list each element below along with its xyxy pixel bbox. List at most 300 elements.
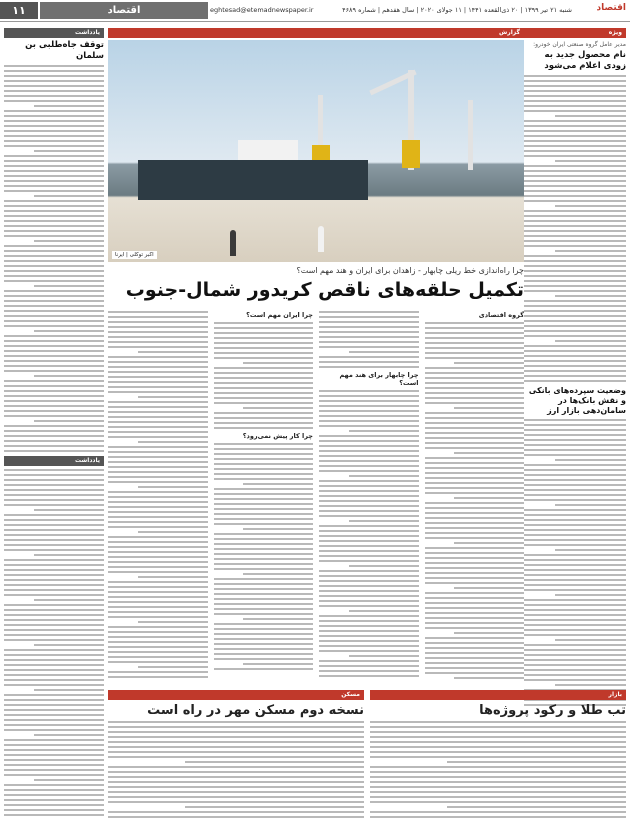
- text-line: [4, 275, 104, 277]
- text-line: [425, 547, 525, 549]
- text-line: [4, 310, 104, 312]
- text-line: [319, 545, 419, 547]
- text-line: [425, 617, 525, 619]
- text-line: [454, 497, 524, 499]
- text-line: [425, 672, 525, 674]
- text-line: [108, 376, 208, 378]
- text-line: [4, 749, 104, 751]
- text-line: [524, 434, 626, 436]
- text-line: [108, 741, 364, 743]
- text-line: [4, 719, 104, 721]
- text-line: [243, 573, 313, 575]
- text-line: [108, 411, 208, 413]
- text-line: [524, 200, 626, 202]
- text-line: [425, 572, 525, 574]
- text-line: [108, 491, 208, 493]
- text-line: [524, 335, 626, 337]
- page-header: [0, 0, 630, 22]
- text-line: [4, 345, 104, 347]
- text-line: [4, 789, 104, 791]
- text-line: [108, 616, 208, 618]
- text-line: [319, 346, 419, 348]
- text-line: [214, 503, 314, 505]
- text-line: [4, 579, 104, 581]
- text-line: [454, 362, 524, 364]
- text-line: [524, 454, 626, 456]
- text-line: [108, 566, 208, 568]
- text-line: [524, 629, 626, 631]
- text-line: [524, 300, 626, 302]
- text-line: [214, 397, 314, 399]
- text-line: [214, 498, 314, 500]
- text-line: [34, 285, 104, 287]
- text-line: [319, 505, 419, 507]
- text-line: [108, 386, 208, 388]
- text-line: [319, 361, 419, 363]
- text-line: [108, 436, 208, 438]
- text-line: [214, 518, 314, 520]
- text-line: [425, 437, 525, 439]
- subhead: گروه اقتصادی: [478, 311, 524, 319]
- text-line: [4, 340, 104, 342]
- text-line: [4, 215, 104, 217]
- text-line: [4, 489, 104, 491]
- text-line: [425, 322, 525, 324]
- text-line: [108, 336, 208, 338]
- text-line: [319, 615, 419, 617]
- text-line: [108, 331, 208, 333]
- text-line: [4, 445, 104, 447]
- text-line: [108, 346, 208, 348]
- text-line: [524, 489, 626, 491]
- text-line: [4, 260, 104, 262]
- text-line: [555, 459, 626, 461]
- text-line: [524, 180, 626, 182]
- text-line: [555, 549, 626, 551]
- text-line: [34, 599, 104, 601]
- text-line: [524, 380, 626, 382]
- text-line: [524, 584, 626, 586]
- text-line: [319, 356, 419, 358]
- text-line: [214, 533, 314, 535]
- text-line: [319, 440, 419, 442]
- text-line: [108, 341, 208, 343]
- text-line: [138, 441, 208, 443]
- text-line: [214, 538, 314, 540]
- text-line: [4, 564, 104, 566]
- text-line: [4, 405, 104, 407]
- text-line: [108, 661, 208, 663]
- text-line: [319, 635, 419, 637]
- text-line: [319, 560, 419, 562]
- text-line: [34, 420, 104, 422]
- text-line: [524, 140, 626, 142]
- text-line: [4, 724, 104, 726]
- text-line: [214, 352, 314, 354]
- right-tag: ویژه: [524, 28, 626, 38]
- text-line: [4, 230, 104, 232]
- text-line: [4, 235, 104, 237]
- text-line: [425, 582, 525, 584]
- text-line: [319, 625, 419, 627]
- text-line: [4, 245, 104, 247]
- text-line: [108, 776, 364, 778]
- text-line: [425, 487, 525, 489]
- text-line: [524, 315, 626, 317]
- text-line: [4, 320, 104, 322]
- text-line: [4, 694, 104, 696]
- text-line: [138, 486, 208, 488]
- text-line: [214, 568, 314, 570]
- text-line: [108, 586, 208, 588]
- text-line: [524, 80, 626, 82]
- text-line: [524, 290, 626, 292]
- crane-base-icon: [402, 140, 420, 168]
- text-line: [108, 556, 208, 558]
- text-line: [524, 519, 626, 521]
- text-line: [214, 578, 314, 580]
- text-line: [4, 160, 104, 162]
- text-line: [138, 531, 208, 533]
- text-line: [425, 427, 525, 429]
- text-line: [319, 660, 419, 662]
- text-line: [524, 85, 626, 87]
- text-line: [524, 624, 626, 626]
- text-line: [524, 125, 626, 127]
- text-line: [425, 507, 525, 509]
- text-line: [4, 100, 104, 102]
- text-line: [4, 110, 104, 112]
- text-line: [4, 634, 104, 636]
- text-line: [108, 416, 208, 418]
- text-line: [4, 614, 104, 616]
- text-line: [4, 400, 104, 402]
- text-line: [425, 527, 525, 529]
- text-line: [4, 75, 104, 77]
- text-line: [214, 603, 314, 605]
- text-line: [425, 607, 525, 609]
- text-line: [108, 316, 208, 318]
- text-line: [4, 769, 104, 771]
- text-line: [214, 357, 314, 359]
- text-line: [524, 215, 626, 217]
- text-line: [319, 410, 419, 412]
- text-line: [4, 190, 104, 192]
- gold-title: تب طلا و رکود پروژه‌ها: [479, 703, 626, 718]
- text-line: [214, 448, 314, 450]
- text-line: [524, 439, 626, 441]
- text-line: [425, 352, 525, 354]
- text-line: [319, 480, 419, 482]
- text-line: [4, 684, 104, 686]
- text-line: [319, 450, 419, 452]
- text-line: [425, 337, 525, 339]
- text-line: [243, 362, 313, 364]
- text-line: [349, 520, 419, 522]
- issue-date: شنبه ۲۱ تیر ۱۳۹۹ | ۲۰ ذی‌القعده ۱۴۴۱ | ۱۱ جولای ۲۰۲۰ | سال هفدهم | شماره ۴۶۸۹: [342, 6, 572, 14]
- text-line: [524, 664, 626, 666]
- text-line: [425, 597, 525, 599]
- text-line: [524, 185, 626, 187]
- text-line: [108, 631, 208, 633]
- left-body-text: [4, 65, 104, 452]
- text-line: [555, 295, 626, 297]
- text-line: [4, 410, 104, 412]
- text-line: [425, 467, 525, 469]
- text-line: [425, 642, 525, 644]
- text-line: [108, 731, 364, 733]
- text-line: [4, 80, 104, 82]
- text-line: [425, 567, 525, 569]
- text-line: [425, 622, 525, 624]
- text-line: [425, 612, 525, 614]
- text-line: [108, 596, 208, 598]
- text-line: [319, 510, 419, 512]
- text-line: [319, 570, 419, 572]
- right-column: [524, 28, 626, 688]
- text-line: [319, 535, 419, 537]
- text-line: [319, 575, 419, 577]
- text-line: [425, 347, 525, 349]
- text-line: [425, 522, 525, 524]
- text-line: [4, 539, 104, 541]
- text-line: [4, 774, 104, 776]
- text-line: [108, 651, 208, 653]
- text-line: [319, 465, 419, 467]
- text-line: [319, 675, 419, 677]
- text-line: [425, 627, 525, 629]
- text-line: [108, 636, 208, 638]
- text-line: [524, 574, 626, 576]
- text-line: [4, 255, 104, 257]
- text-line: [4, 140, 104, 142]
- text-line: [4, 395, 104, 397]
- text-line: [214, 508, 314, 510]
- text-line: [425, 477, 525, 479]
- text-line: [4, 270, 104, 272]
- text-line: [214, 608, 314, 610]
- text-line: [524, 634, 626, 636]
- text-line: [319, 415, 419, 417]
- text-line: [4, 529, 104, 531]
- text-line: [138, 396, 208, 398]
- text-line: [524, 320, 626, 322]
- text-line: [34, 195, 104, 197]
- text-line: [4, 514, 104, 516]
- text-line: [4, 370, 104, 372]
- body-column: [214, 308, 314, 688]
- text-line: [370, 731, 626, 733]
- text-line: [524, 429, 626, 431]
- text-line: [108, 726, 364, 728]
- text-line: [454, 407, 524, 409]
- text-line: [138, 351, 208, 353]
- page-number: ۱۱: [0, 2, 38, 19]
- text-line: [4, 210, 104, 212]
- text-line: [108, 746, 364, 748]
- text-line: [108, 646, 208, 648]
- text-line: [214, 493, 314, 495]
- text-line: [4, 669, 104, 671]
- text-line: [425, 382, 525, 384]
- text-line: [4, 385, 104, 387]
- text-line: [524, 355, 626, 357]
- text-line: [4, 629, 104, 631]
- text-line: [4, 729, 104, 731]
- text-line: [524, 579, 626, 581]
- text-line: [4, 584, 104, 586]
- text-line: [524, 360, 626, 362]
- text-line: [108, 421, 208, 423]
- text-line: [214, 583, 314, 585]
- text-line: [214, 658, 314, 660]
- text-line: [425, 532, 525, 534]
- text-line: [447, 761, 626, 763]
- text-line: [4, 180, 104, 182]
- text-line: [108, 771, 364, 773]
- text-line: [243, 483, 313, 485]
- text-line: [108, 446, 208, 448]
- text-line: [370, 776, 626, 778]
- text-line: [425, 357, 525, 359]
- text-line: [108, 426, 208, 428]
- text-line: [524, 674, 626, 676]
- text-line: [425, 327, 525, 329]
- gold-story: [370, 690, 626, 816]
- lead-kicker: چرا راه‌اندازی خط ریلی چابهار - زاهدان برای ایران و هند مهم است؟: [296, 266, 524, 275]
- text-line: [214, 598, 314, 600]
- text-line: [319, 311, 419, 313]
- text-line: [319, 620, 419, 622]
- text-line: [4, 435, 104, 437]
- section-label: اقتصاد: [40, 2, 208, 19]
- housing-tag: مسکن: [108, 690, 364, 700]
- text-line: [214, 548, 314, 550]
- text-line: [108, 796, 364, 798]
- text-line: [524, 509, 626, 511]
- text-line: [108, 756, 364, 758]
- text-line: [555, 340, 626, 342]
- text-line: [4, 519, 104, 521]
- subhead: چرا چابهار برای هند مهم است؟: [339, 371, 419, 387]
- text-line: [524, 449, 626, 451]
- text-line: [319, 326, 419, 328]
- text-line: [4, 175, 104, 177]
- text-line: [370, 736, 626, 738]
- text-line: [214, 553, 314, 555]
- text-line: [425, 422, 525, 424]
- text-line: [524, 165, 626, 167]
- text-line: [319, 395, 419, 397]
- text-line: [425, 342, 525, 344]
- text-line: [4, 115, 104, 117]
- text-line: [4, 574, 104, 576]
- body-column: [108, 308, 208, 688]
- text-line: [524, 265, 626, 267]
- text-line: [319, 445, 419, 447]
- text-line: [524, 484, 626, 486]
- right-sub-headline: وضعیت سپرده‌های بانکی و نقش بانک‌ها در سامان‌دهی بازار ارز: [528, 386, 626, 415]
- text-line: [108, 456, 208, 458]
- text-line: [454, 632, 524, 634]
- text-line: [138, 576, 208, 578]
- email-address[interactable]: eghtesad@etemadnewspaper.ir: [210, 6, 314, 14]
- text-line: [214, 412, 314, 414]
- text-line: [319, 500, 419, 502]
- text-line: [108, 641, 208, 643]
- port-photo: [108, 40, 524, 262]
- text-line: [4, 499, 104, 501]
- text-line: [524, 280, 626, 282]
- text-line: [524, 589, 626, 591]
- text-line: [214, 322, 314, 324]
- text-line: [425, 472, 525, 474]
- text-line: [138, 666, 208, 668]
- text-line: [524, 285, 626, 287]
- text-line: [108, 541, 208, 543]
- text-line: [4, 784, 104, 786]
- text-line: [524, 614, 626, 616]
- text-line: [214, 342, 314, 344]
- text-line: [4, 355, 104, 357]
- text-line: [214, 558, 314, 560]
- text-line: [349, 475, 419, 477]
- text-line: [108, 736, 364, 738]
- text-line: [4, 794, 104, 796]
- text-line: [4, 205, 104, 207]
- text-line: [524, 554, 626, 556]
- left-column: [4, 28, 104, 816]
- text-line: [108, 606, 208, 608]
- text-line: [108, 551, 208, 553]
- text-line: [214, 523, 314, 525]
- text-line: [319, 585, 419, 587]
- text-line: [524, 145, 626, 147]
- text-line: [524, 644, 626, 646]
- text-line: [108, 471, 208, 473]
- text-line: [108, 461, 208, 463]
- text-line: [108, 816, 364, 818]
- text-line: [447, 806, 626, 808]
- text-line: [4, 450, 104, 452]
- text-line: [524, 654, 626, 656]
- text-line: [108, 511, 208, 513]
- text-line: [319, 600, 419, 602]
- right-body-text: [524, 75, 626, 382]
- text-line: [524, 175, 626, 177]
- text-line: [108, 311, 208, 313]
- newspaper-logo: اقتصاد: [596, 3, 626, 13]
- text-line: [34, 375, 104, 377]
- text-line: [4, 95, 104, 97]
- text-line: [524, 90, 626, 92]
- text-line: [319, 540, 419, 542]
- text-line: [34, 240, 104, 242]
- text-line: [214, 402, 314, 404]
- text-line: [524, 230, 626, 232]
- text-line: [4, 90, 104, 92]
- text-line: [370, 801, 626, 803]
- text-line: [108, 451, 208, 453]
- text-line: [425, 552, 525, 554]
- text-line: [4, 534, 104, 536]
- text-line: [214, 513, 314, 515]
- text-line: [524, 469, 626, 471]
- text-line: [425, 652, 525, 654]
- text-line: [4, 350, 104, 352]
- text-line: [524, 345, 626, 347]
- text-line: [319, 650, 419, 652]
